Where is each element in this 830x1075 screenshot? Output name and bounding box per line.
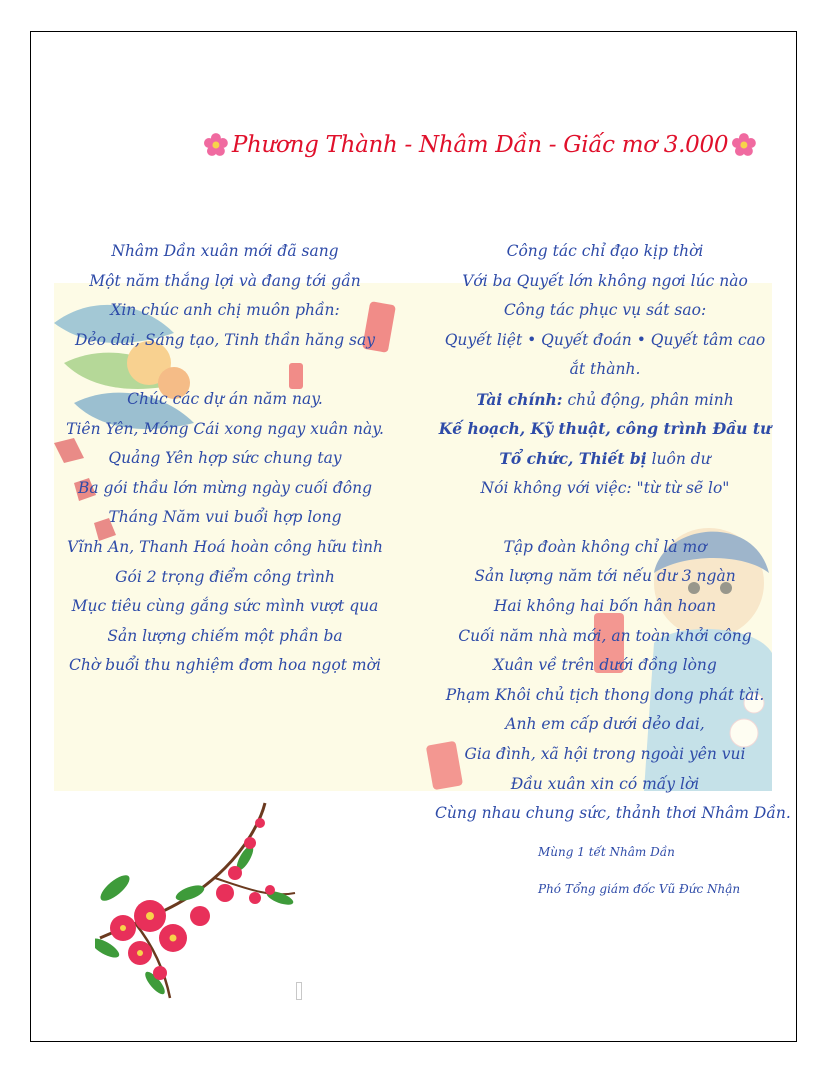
right-poem <box>435 237 791 829</box>
left-poem <box>60 237 390 681</box>
signature-author: Phó Tổng giám đốc Vũ Đức Nhận <box>538 882 741 896</box>
poem-line: Ba gói thầu lớn mừng ngày cuối đông <box>77 478 373 497</box>
poem-line: Xuân về trên dưới đồng lòng <box>493 656 717 675</box>
poem-line: Quảng Yên hợp sức chung tay <box>108 449 342 468</box>
poem-line: Xin chúc anh chị muôn phần: <box>110 301 340 320</box>
poem-line: Dẻo dai, Sáng tạo, Tinh thần hăng say <box>75 330 375 349</box>
poem-line: Mục tiêu cùng gắng sức mình vượt qua <box>71 597 379 616</box>
poem-line: Tiên Yên, Móng Cái xong ngay xuân này. <box>66 419 384 438</box>
poem-line: Công tác chỉ đạo kịp thời <box>506 242 704 260</box>
flower-icon <box>732 133 756 157</box>
poem-line: Sản lượng chiếm một phần ba <box>107 626 343 645</box>
poem-line: Công tác phục vụ sát sao: <box>503 301 707 320</box>
title-text: Phương Thành - Nhâm Dần - Giấc mơ 3.000 <box>231 132 729 158</box>
poem-line-rest: luôn dư <box>646 449 711 468</box>
poem-line <box>435 444 775 474</box>
poem-line-blank <box>435 503 775 533</box>
poem-line: Nói không với việc: "từ từ sẽ lo" <box>480 478 730 497</box>
poem-bold-term: Tổ chức, Thiết bị <box>499 448 647 468</box>
poem-bold-term: Tài chính: <box>476 389 563 409</box>
poem-line: Gói 2 trọng điểm công trình <box>115 567 335 586</box>
poem-line: Chờ buổi thu nghiệm đơm hoa ngọt mời <box>69 656 381 675</box>
poem-line: Chúc các dự án năm nay. <box>127 389 323 408</box>
poem-line: Vĩnh An, Thanh Hoá hoàn công hữu tình <box>67 537 383 556</box>
poem-line-rest: chủ động, phân minh <box>562 390 734 409</box>
poem-line <box>60 355 390 385</box>
poem-line: Hai không hai bốn hân hoan <box>493 596 717 615</box>
signature-date: Mùng 1 tết Nhâm Dần <box>538 845 675 859</box>
page-title <box>200 125 760 165</box>
poem-line: Anh em cấp dưới dẻo dai, <box>505 715 705 734</box>
poem-line: Nhâm Dần xuân mới đã sang <box>111 242 339 260</box>
poem-line <box>435 385 775 415</box>
text-cursor-box <box>296 982 302 1000</box>
poem-line: Tập đoàn không chỉ là mơ <box>503 537 707 556</box>
flower-icon <box>204 133 228 157</box>
poem-line: Quyết liệt • Quyết đoán • Quyết tâm cao ắt thành. <box>444 330 766 379</box>
poem-line: Đầu xuân xin có mấy lời <box>510 774 700 793</box>
poem-line: Phạm Khôi chủ tịch thong dong phát tài. <box>445 685 765 704</box>
peach-blossom-branch <box>95 798 305 1003</box>
poem-line: Tháng Năm vui buổi hợp long <box>108 508 342 527</box>
poem-line: Cùng nhau chung sức, thảnh thơi Nhâm Dần. <box>435 804 791 823</box>
poem-line: Gia đình, xã hội trong ngoài yên vui <box>464 744 746 763</box>
poem-line: Kế hoạch, Kỹ thuật, công trình Đầu tư <box>438 419 772 439</box>
poem-line: Với ba Quyết lớn không ngơi lúc nào <box>462 271 748 290</box>
poem-line: Một năm thắng lợi và đang tới gần <box>89 271 361 290</box>
poem-line: Sản lượng năm tới nếu dư 3 ngàn <box>474 567 736 586</box>
poem-line: Cuối năm nhà mới, an toàn khởi công <box>458 626 752 645</box>
